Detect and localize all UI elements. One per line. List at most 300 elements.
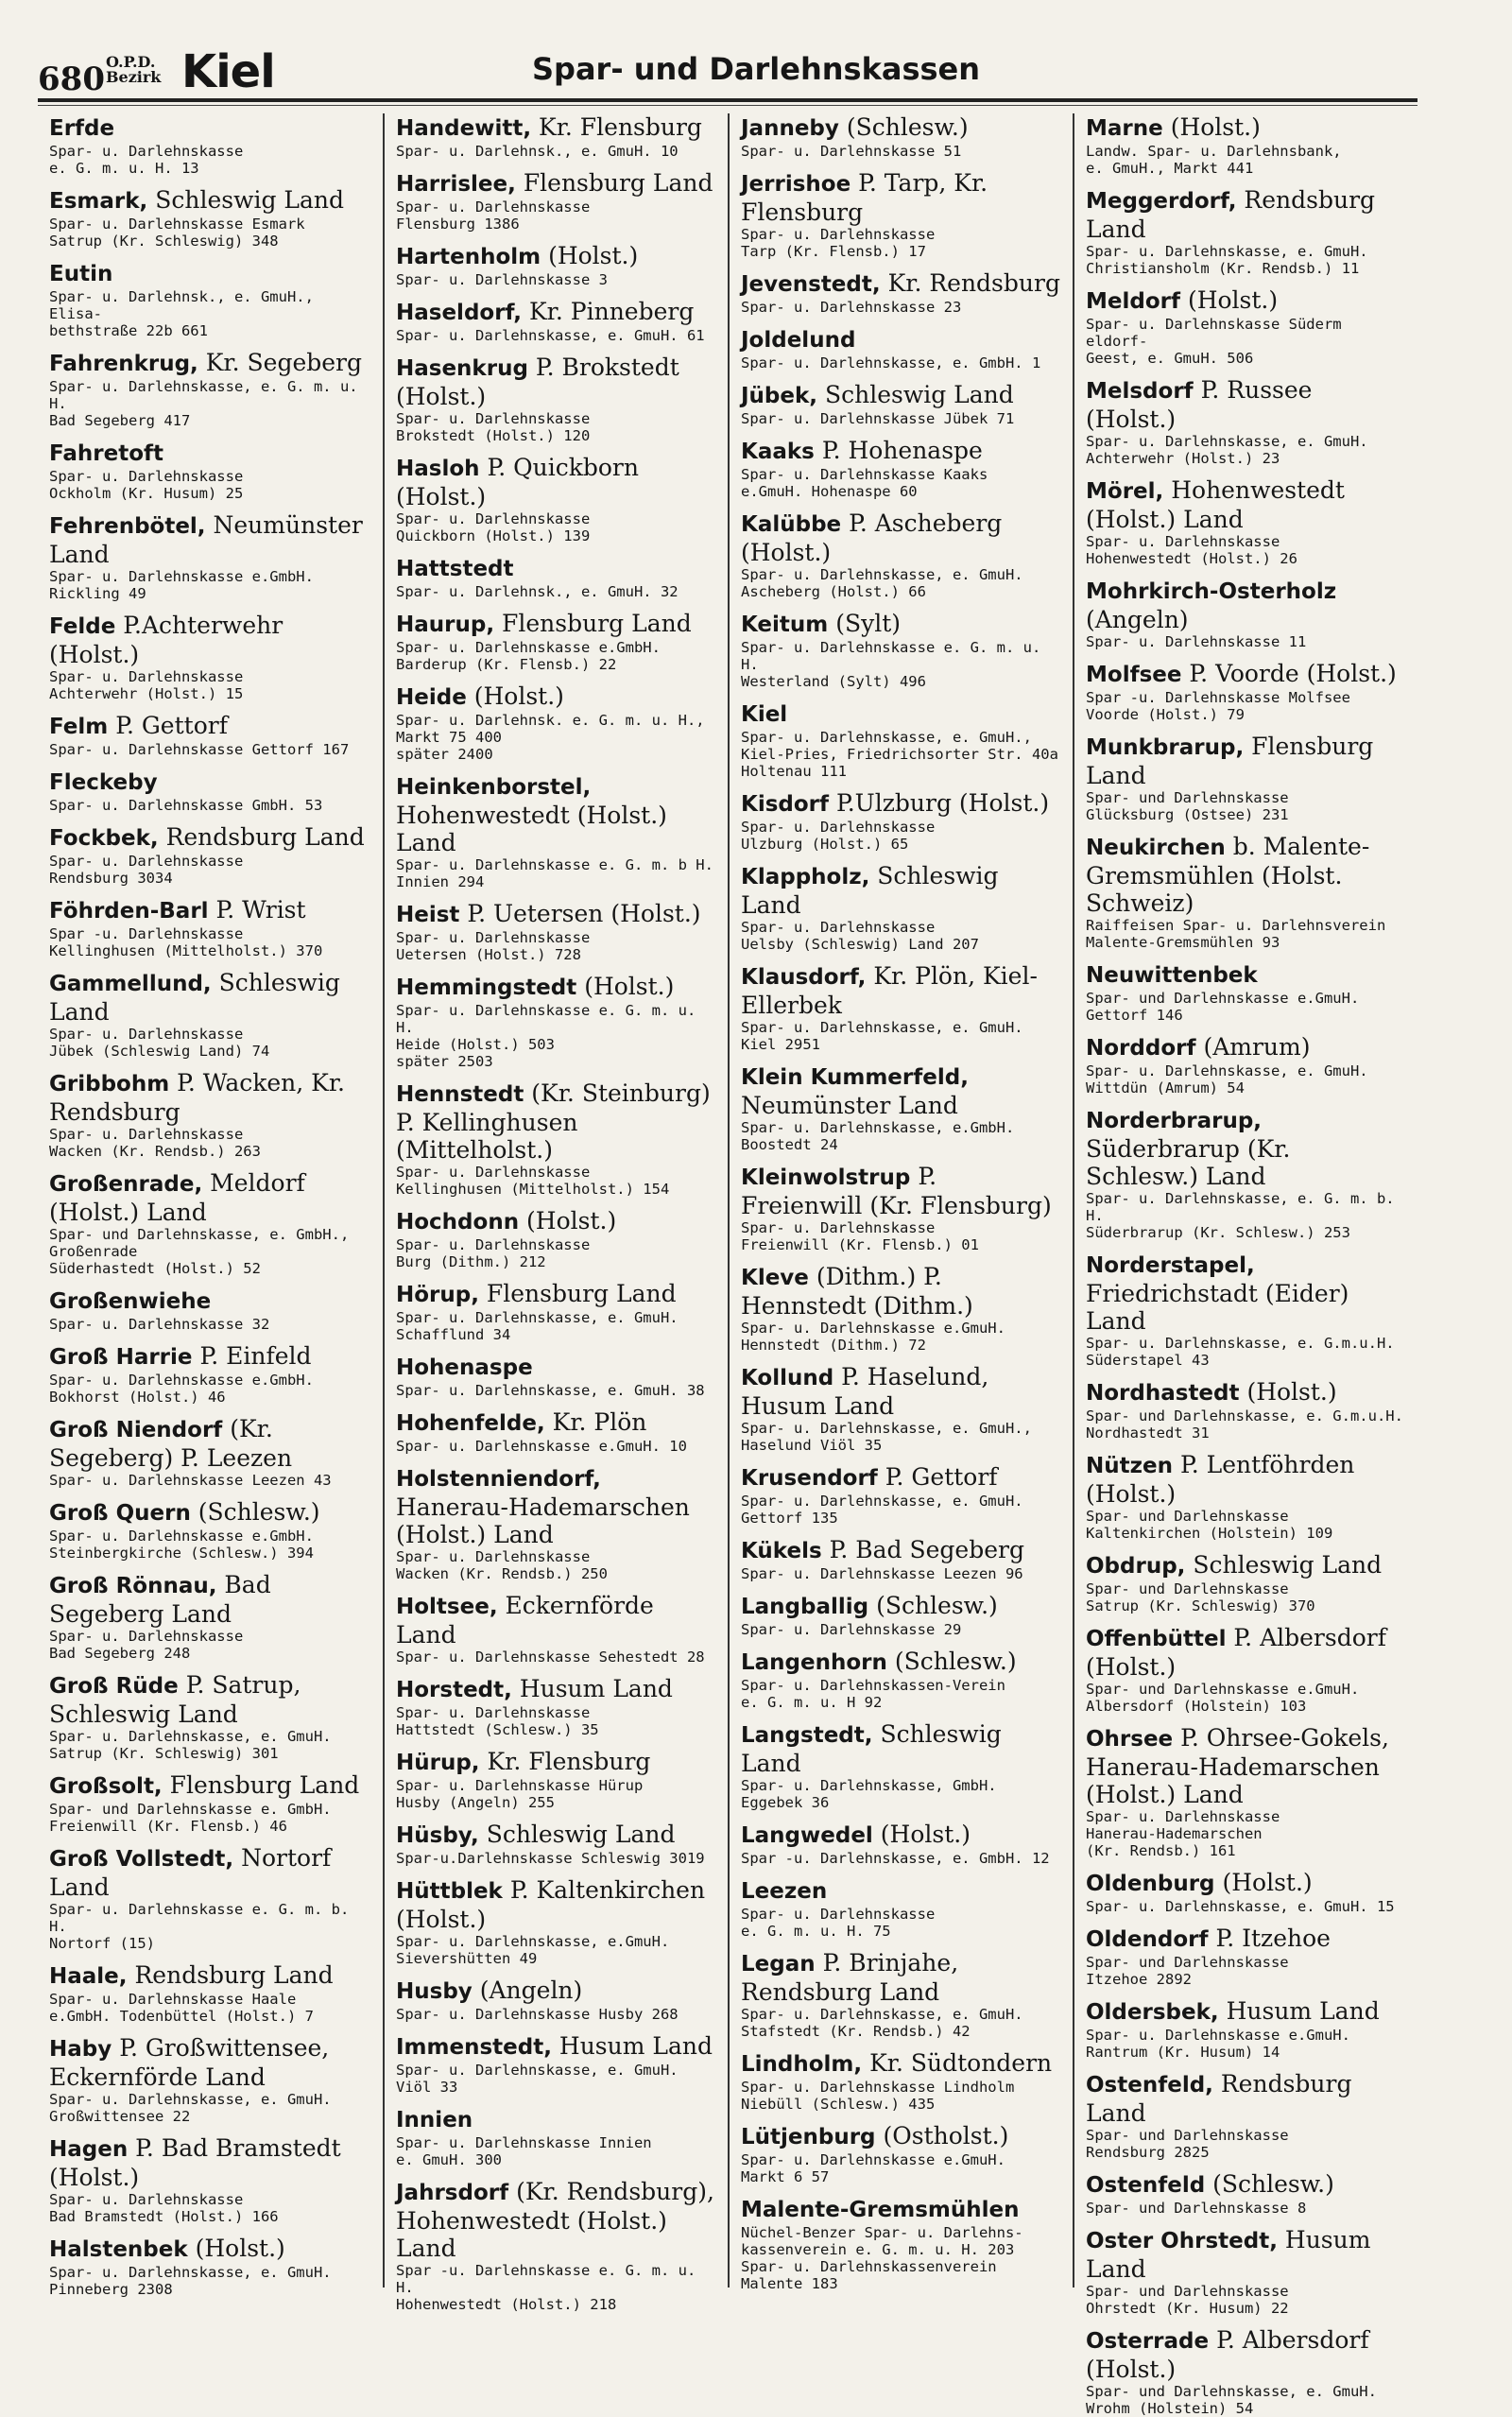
directory-entry — [741, 2049, 1061, 2113]
place-name: Groß Niendorf — [49, 1418, 223, 1442]
entry-detail-line: Spar- u. Darlehnskasse Jübek 71 — [741, 410, 1015, 427]
entry-detail-line: Spar- u. Darlehnskasse, e. G.m.u.H. — [1086, 1335, 1395, 1352]
entry-place — [396, 2105, 716, 2134]
place-name: Offenbüttel — [1086, 1627, 1227, 1651]
entry-detail-line: Christiansholm (Kr. Rendsb.) 11 — [1086, 260, 1360, 277]
entry-detail-line: Burg (Dithm.) 212 — [396, 1253, 546, 1270]
place-name: Fockbek, — [49, 826, 159, 851]
place-name: Holstenniendorf, — [396, 1467, 601, 1492]
place-suffix: Rendsburg Land — [134, 1961, 334, 1989]
entry-detail-line: Haselund Viöl 35 — [741, 1437, 883, 1454]
place-name: Hörup, — [396, 1283, 479, 1307]
entry-detail-line: Spar- u. Darlehnskasse e.GmbH. — [49, 568, 314, 585]
entry-detail-line: Kellinghusen (Mittelholst.) 154 — [396, 1181, 670, 1198]
entry-detail-line: Spar- u. Darlehnskasse — [741, 919, 936, 936]
place-name: Janneby — [741, 116, 839, 141]
entry-place — [396, 2032, 716, 2062]
place-suffix: Kr. Pinneberg — [529, 298, 695, 325]
place-suffix: P. Satrup, Schleswig Land — [49, 1671, 301, 1728]
entry-detail-line: Spar- u. Darlehnskasse, e. GmuH. — [741, 566, 1023, 583]
header-rule — [38, 98, 1418, 102]
entry-place — [49, 612, 371, 668]
entry-place — [1086, 960, 1406, 990]
entry-detail-line: Gettorf 146 — [1086, 1007, 1183, 1024]
column — [383, 113, 728, 2313]
entry-detail-line: Ohrstedt (Kr. Husum) 22 — [1086, 2300, 1289, 2317]
place-suffix: Schleswig Land — [824, 381, 1014, 408]
place-name: Haseldorf, — [396, 301, 523, 325]
entry-detail-line: Barderup (Kr. Flensb.) 22 — [396, 656, 617, 673]
directory-entry — [49, 612, 371, 702]
entry-detail-line: Spar- und Darlehnskasse — [1086, 1954, 1289, 1971]
entry-place — [1086, 1997, 1406, 2027]
entry-place — [1086, 733, 1406, 789]
entry-detail-line: Spar- u. Darlehnskasse Leezen 96 — [741, 1565, 1023, 1582]
entry-detail-line: Jübek (Schleswig Land) 74 — [49, 1043, 270, 1060]
directory-entry — [49, 1342, 371, 1406]
entry-place — [396, 1464, 716, 1548]
page-header — [38, 38, 1418, 104]
place-suffix: P. Wrist — [215, 896, 306, 924]
entry-place — [396, 554, 716, 583]
place-name: Marne — [1086, 116, 1163, 141]
entry-detail-line: Spar- u. Darlehnskasse — [49, 468, 244, 485]
entry-detail-line: Kiel 2951 — [741, 1036, 820, 1053]
place-name: Klein Kummerfeld, — [741, 1065, 969, 1090]
place-name: Jerrishoe — [741, 172, 851, 197]
place-name: Osterrade — [1086, 2329, 1210, 2354]
place-suffix: P. Ohrsee-Gokels, Hanerau-Hademarschen (Holst.) Land — [1086, 1724, 1389, 1808]
place-suffix: Flensburg Land — [486, 1280, 677, 1307]
directory-entry — [396, 1408, 716, 1455]
entry-detail-line: Westerland (Sylt) 496 — [741, 673, 926, 690]
directory-entry — [396, 1280, 716, 1343]
place-suffix: Friedrichstadt (Eider) Land — [1086, 1280, 1349, 1335]
entry-detail-line: Spar- u. Darlehnskasse, e. GmbH. 1 — [741, 354, 1041, 371]
directory-entry — [741, 1821, 1061, 1867]
place-suffix: (Holst.) — [526, 1207, 617, 1234]
place-name: Hasenkrug — [396, 356, 528, 381]
entry-detail-line: Spar- u. Darlehnskasse, e.GmuH. — [396, 1933, 670, 1950]
entry-place — [1086, 1624, 1406, 1681]
entry-place — [741, 962, 1061, 1019]
entry-detail-line: Spar- u. Darlehnskasse, e. GmuH. 61 — [396, 327, 705, 344]
district-label-line1: O.P.D. — [106, 53, 156, 71]
place-name: Meldorf — [1086, 289, 1180, 314]
entry-place — [49, 1415, 371, 1472]
directory-entry — [741, 1592, 1061, 1638]
place-name: Joldelund — [741, 328, 856, 353]
entry-detail-line: Spar- u. Darlehnskasse 3 — [396, 271, 608, 288]
place-name: Kisdorf — [741, 792, 830, 817]
entry-place — [741, 1592, 1061, 1621]
entry-detail-line: Spar- und Darlehnskasse, e. G.m.u.H. — [1086, 1407, 1403, 1424]
directory-entry — [396, 1748, 716, 1811]
entry-place — [396, 973, 716, 1002]
entry-place — [49, 439, 371, 468]
place-suffix: P. Kaltenkirchen (Holst.) — [396, 1876, 706, 1933]
place-name: Kleinwolstrup — [741, 1165, 911, 1190]
entry-detail-line: Heide (Holst.) 503 — [396, 1036, 555, 1053]
directory-entry — [1086, 1997, 1406, 2061]
place-suffix: P. Wacken, Kr. Rendsburg — [49, 1069, 345, 1126]
directory-entry — [396, 1592, 716, 1666]
place-name: Hohenfelde, — [396, 1411, 545, 1436]
entry-place — [49, 1844, 371, 1901]
entry-detail-line: Spar- u. Darlehnskasse, e. GmuH. — [396, 2062, 679, 2079]
directory-entry — [1086, 1106, 1406, 1241]
place-name: Föhrden-Barl — [49, 899, 209, 924]
entry-detail-line: Itzehoe 2892 — [1086, 1971, 1192, 1988]
entry-detail-line: Spar- u. Darlehnskasse e. G. m. b. H. — [49, 1901, 350, 1935]
place-name: Harrislee, — [396, 172, 516, 197]
directory-entry — [741, 169, 1061, 260]
place-suffix: (Holst.) — [584, 973, 675, 1000]
place-suffix: Rendsburg Land — [1086, 186, 1376, 243]
directory-entry — [741, 962, 1061, 1053]
entry-place — [741, 699, 1061, 729]
place-name: Fehrenbötel, — [49, 514, 206, 539]
entry-detail-line: Ockholm (Kr. Husum) 25 — [49, 485, 244, 502]
place-suffix: P. Gettorf — [885, 1463, 998, 1491]
directory-entry — [1086, 1624, 1406, 1715]
directory-entry — [49, 439, 371, 502]
entry-detail-line: Spar- u. Darlehnskasse Haale — [49, 1991, 297, 2008]
directory-entry — [49, 1069, 371, 1160]
directory-entry — [1086, 1925, 1406, 1988]
place-name: Halstenbek — [49, 2237, 188, 2262]
entry-place — [49, 1286, 371, 1316]
place-name: Lütjenburg — [741, 2125, 876, 2149]
place-name: Keitum — [741, 613, 829, 637]
place-suffix: Hohenwestedt (Holst.) Land — [1086, 476, 1345, 533]
directory-entry — [741, 699, 1061, 780]
place-name: Kaaks — [741, 440, 815, 464]
entry-detail-line: Spar- u. Darlehnskasse Gettorf 167 — [49, 741, 350, 758]
entry-detail-line: Pinneberg 2308 — [49, 2281, 173, 2298]
entry-detail-line: Spar- u. Darlehnskasse — [396, 1704, 591, 1721]
column — [38, 113, 383, 2298]
directory-entry — [396, 354, 716, 444]
entry-detail-line: Markt 6 57 — [741, 2168, 830, 2185]
entry-place — [49, 823, 371, 853]
entry-detail-line: Spar- u. Darlehnskasse, e. GmuH., — [741, 729, 1032, 746]
place-name: Oster Ohrstedt, — [1086, 2229, 1278, 2253]
entry-place — [741, 862, 1061, 919]
entry-detail-line: Spar- u. Darlehnskasse, e. GmuH. 38 — [396, 1382, 705, 1399]
place-name: Ohrsee — [1086, 1727, 1174, 1752]
entry-detail-line: Nordhastedt 31 — [1086, 1424, 1210, 1442]
entry-place — [49, 1961, 371, 1991]
place-suffix: P. Großwittensee, Eckernförde Land — [49, 2034, 330, 2091]
entry-detail-line: Uetersen (Holst.) 728 — [396, 946, 581, 963]
entry-detail-line: Spar- u. Darlehnskasse Sehestedt 28 — [396, 1649, 705, 1666]
entry-place — [396, 2178, 716, 2262]
entry-detail-line: Freienwill (Kr. Flensb.) 46 — [49, 1818, 287, 1835]
district-label — [106, 55, 161, 85]
directory-entry — [1086, 960, 1406, 1024]
entry-place — [741, 1263, 1061, 1320]
entry-detail-line: Rendsburg 3034 — [49, 870, 173, 887]
directory-entry — [49, 113, 371, 177]
entry-detail-line: Spar- u. Darlehnskasse, e. GmuH. — [49, 2091, 332, 2108]
entry-detail-line: Rendsburg 2825 — [1086, 2144, 1210, 2161]
place-suffix: P. Voorde (Holst.) — [1189, 660, 1397, 687]
entry-place — [741, 610, 1061, 639]
place-name: Innien — [396, 2108, 473, 2132]
place-suffix: b. Malente-Gremsmühlen (Holst. Schweiz) — [1086, 833, 1370, 917]
directory-entry — [396, 2105, 716, 2168]
entry-detail-line: Spar- u. Darlehnskasse — [1086, 1808, 1280, 1825]
entry-detail-line: Spar- u. Darlehnskasse — [396, 1164, 591, 1181]
entry-place — [1086, 1451, 1406, 1508]
directory-entry — [396, 2178, 716, 2313]
entry-detail-line: Spar- u. Darlehnskasse — [49, 1126, 244, 1143]
place-suffix: (Amrum) — [1203, 1033, 1311, 1061]
entry-place — [1086, 1551, 1406, 1580]
entry-place — [49, 1671, 371, 1728]
directory-entry — [49, 511, 371, 602]
directory-entry — [741, 1263, 1061, 1354]
entry-detail-line: kassenverein e. G. m. u. H. 203 — [741, 2241, 1015, 2258]
entry-detail-line: Süderstapel 43 — [1086, 1352, 1210, 1369]
entry-place — [49, 768, 371, 797]
entry-place — [49, 1069, 371, 1126]
entry-detail-line: Spar- u. Darlehnskasse e.GmbH. — [49, 1372, 314, 1389]
entry-place — [396, 1977, 716, 2006]
entry-place — [396, 772, 716, 856]
entry-detail-line: Raiffeisen Spar- u. Darlehnsverein — [1086, 917, 1386, 934]
directory-entry — [396, 772, 716, 890]
directory-entry — [49, 1415, 371, 1489]
place-name: Gammellund, — [49, 972, 212, 996]
directory-entry — [49, 896, 371, 959]
place-name: Eutin — [49, 262, 113, 286]
entry-place — [741, 325, 1061, 354]
place-suffix: Hanerau-Hademarschen (Holst.) Land — [396, 1493, 690, 1548]
entry-detail-line: Spar- u. Darlehnsk., e. GmuH., Elisa- — [49, 288, 314, 322]
entry-detail-line: Malente-Gremsmühlen 93 — [1086, 934, 1280, 951]
place-name: Malente-Gremsmühlen — [741, 2198, 1020, 2222]
entry-detail-line: Eggebek 36 — [741, 1794, 830, 1811]
entry-detail-line: Stafstedt (Kr. Rendsb.) 42 — [741, 2023, 971, 2040]
entry-detail-line: Hennstedt (Dithm.) 72 — [741, 1337, 926, 1354]
directory-entry — [741, 1163, 1061, 1253]
place-name: Neukirchen — [1086, 836, 1226, 860]
place-suffix: P. Gettorf — [115, 712, 228, 739]
place-suffix: (Angeln) — [1086, 606, 1189, 633]
place-name: Hüsby, — [396, 1823, 479, 1848]
entry-detail-line: Süderhastedt (Holst.) 52 — [49, 1260, 261, 1277]
place-name: Haurup, — [396, 613, 495, 637]
place-name: Norderbrarup, — [1086, 1109, 1263, 1133]
entry-detail-line: Spar- u. Darlehnskasse, GmbH. — [741, 1777, 997, 1794]
place-suffix: P.Ulzburg (Holst.) — [835, 789, 1050, 817]
entry-place — [396, 1280, 716, 1309]
place-name: Langwedel — [741, 1823, 873, 1848]
directory-entry — [49, 349, 371, 429]
directory-entry — [49, 2134, 371, 2225]
place-name: Mohrkirch-Osterholz — [1086, 579, 1337, 604]
entry-detail-line: Geest, e. GmuH. 506 — [1086, 350, 1254, 367]
place-name: Oldersbek, — [1086, 2000, 1219, 2025]
place-suffix: Husum Land — [1086, 2226, 1371, 2283]
place-suffix: Schleswig Land — [741, 862, 999, 919]
place-suffix: (Schlesw.) — [876, 1592, 998, 1619]
entry-detail-line: Spar- u. Darlehnskasse Hürup — [396, 1777, 644, 1794]
entry-detail-line: Spar- und Darlehnskasse — [1086, 2127, 1289, 2144]
entry-detail-line: Spar- u. Darlehnskasse e.GmbH. — [396, 639, 661, 656]
place-name: Klappholz, — [741, 865, 870, 889]
place-name: Erfde — [49, 116, 115, 141]
entry-detail-line: Uelsby (Schleswig) Land 207 — [741, 936, 979, 953]
directory-entry — [49, 969, 371, 1060]
directory-entry — [396, 554, 716, 600]
place-suffix: Kr. Rendsburg — [887, 269, 1060, 297]
district-city: Kiel — [181, 45, 275, 98]
entry-detail-line: Spar- u. Darlehnskasse e.GmuH. — [741, 1320, 1005, 1337]
entry-detail-line: Spar- u. Darlehnskasse — [49, 2191, 244, 2208]
place-name: Hagen — [49, 2137, 129, 2162]
entry-detail-line: Wrohm (Holstein) 54 — [1086, 2400, 1254, 2417]
entry-place — [49, 1571, 371, 1628]
directory-entry — [49, 2235, 371, 2298]
directory-entry — [741, 1363, 1061, 1454]
place-suffix: (Kr. Steinburg) P. Kellinghusen (Mittelholst.) — [396, 1079, 711, 1164]
entry-detail-line: Spar- u. Darlehnskasse — [49, 853, 244, 870]
entry-detail-line: Spar -u. Darlehnskasse e. G. m. u. H. — [396, 2262, 696, 2296]
place-name: Groß Harrie — [49, 1345, 193, 1370]
entry-place — [741, 1949, 1061, 2006]
entry-detail-line: Spar -u. Darlehnskasse Molfsee — [1086, 689, 1350, 706]
entry-detail-line: Spar- u. Darlehnskasse, e. GmuH. — [741, 1019, 1023, 1036]
entry-place — [396, 1079, 716, 1164]
place-suffix: (Schlesw.) — [894, 1648, 1017, 1675]
place-suffix: (Schlesw.) — [846, 113, 969, 141]
entry-detail-line: Holtenau 111 — [741, 763, 847, 780]
entry-detail-line: Landw. Spar- u. Darlehnsbank, — [1086, 143, 1342, 160]
directory-entry — [49, 823, 371, 887]
place-name: Fahrenkrug, — [49, 352, 198, 376]
entry-detail-line: Spar- u. Darlehnskasse — [396, 410, 591, 427]
entry-place — [49, 2134, 371, 2191]
place-suffix: (Schlesw.) — [198, 1498, 320, 1526]
directory-entry — [1086, 1869, 1406, 1915]
entry-detail-line: Spar- u. Darlehnskasse 51 — [741, 143, 962, 160]
entry-place — [396, 1353, 716, 1382]
place-name: Meggerdorf, — [1086, 189, 1237, 214]
entry-place — [741, 1163, 1061, 1219]
entry-place — [49, 186, 371, 216]
entry-detail-line: Spar- u. Darlehnskasse e.GmbH. — [49, 1528, 314, 1545]
entry-detail-line: Viöl 33 — [396, 2079, 458, 2096]
entry-place — [741, 789, 1061, 819]
place-suffix: Bad Segeberg Land — [49, 1571, 271, 1628]
entry-detail-line: Wacken (Kr. Rendsb.) 250 — [396, 1565, 608, 1582]
place-name: Jevenstedt, — [741, 272, 881, 297]
entry-place — [1086, 2326, 1406, 2383]
entry-detail-line: Spar- und Darlehnskasse, e. GmuH. — [1086, 2383, 1377, 2400]
entry-detail-line: Spar -u. Darlehnskasse, e. GmbH. 12 — [741, 1850, 1050, 1867]
entry-detail-line: Kellinghusen (Mittelholst.) 370 — [49, 942, 323, 959]
directory-entry — [741, 1949, 1061, 2040]
entry-detail-line: Kiel-Pries, Friedrichsorter Str. 40a — [741, 746, 1058, 763]
place-suffix: (Kr. Segeberg) P. Leezen — [49, 1415, 293, 1472]
entry-detail-line: Spar- u. Darlehnskasse, e. GmuH. — [1086, 243, 1368, 260]
entry-detail-line: Spar- u. Darlehnskasse, e.GmbH. — [741, 1119, 1015, 1136]
entry-detail-line: Sievershütten 49 — [396, 1950, 538, 1967]
entry-detail-line: Steinbergkirche (Schlesw.) 394 — [49, 1545, 314, 1562]
entry-place — [49, 113, 371, 143]
entry-detail-line: Spar- u. Darlehnskasse GmbH. 53 — [49, 797, 323, 814]
place-name: Oldenburg — [1086, 1872, 1215, 1896]
place-name: Hürup, — [396, 1751, 480, 1775]
entry-detail-line: Spar- u. Darlehnskasse, e. G. m. u. H. — [49, 378, 358, 412]
place-name: Ostenfeld, — [1086, 2073, 1213, 2098]
place-name: Holtsee, — [396, 1595, 498, 1619]
directory-entry — [396, 242, 716, 288]
entry-detail-line: Wittdün (Amrum) 54 — [1086, 1079, 1245, 1096]
directory-entry — [396, 1821, 716, 1867]
directory-entry — [741, 1536, 1061, 1582]
directory-entry — [396, 1207, 716, 1270]
directory-entry — [1086, 186, 1406, 277]
entry-detail-line: später 2503 — [396, 1053, 493, 1070]
entry-detail-line: Spar- u. Darlehnskasse — [741, 1219, 936, 1236]
entry-detail-line: Spar- u. Darlehnskasse e.GmuH. — [741, 2151, 1005, 2168]
entry-detail-line: Spar- u. Darlehnskasse 32 — [49, 1316, 270, 1333]
entry-detail-line: Rickling 49 — [49, 585, 146, 602]
place-suffix: Kr. Plön — [552, 1408, 647, 1436]
place-suffix: P. Einfeld — [199, 1342, 312, 1370]
entry-detail-line: Spar- u. Darlehnskasse Süderm eldorf- — [1086, 316, 1342, 350]
directory-entry — [1086, 1378, 1406, 1442]
entry-place — [741, 169, 1061, 226]
directory-entry — [396, 1675, 716, 1738]
entry-detail-line: Satrup (Kr. Schleswig) 348 — [49, 233, 279, 250]
entry-detail-line: Spar- und Darlehnskasse — [1086, 789, 1289, 806]
directory-entry — [49, 768, 371, 814]
place-suffix: Husum Land — [519, 1675, 673, 1702]
entry-place — [49, 712, 371, 741]
place-name: Felm — [49, 715, 109, 739]
entry-place — [741, 1720, 1061, 1777]
place-name: Groß Rönnau, — [49, 1574, 217, 1598]
directory-entry — [49, 259, 371, 339]
place-name: Esmark, — [49, 189, 148, 214]
directory-entry — [1086, 660, 1406, 723]
place-suffix: Hohenwestedt (Holst.) Land — [396, 802, 667, 856]
entry-detail-line: e. G. m. u. H. 13 — [49, 160, 199, 177]
place-name: Molfsee — [1086, 663, 1182, 687]
place-suffix: P. Haselund, Husum Land — [741, 1363, 989, 1420]
entry-detail-line: Spar- u. Darlehnskassenverein — [741, 2258, 997, 2275]
place-suffix: (Holst.) — [1222, 1869, 1313, 1896]
entry-place — [741, 1363, 1061, 1420]
section-title: Spar- und Darlehnskassen — [531, 51, 981, 87]
entry-detail-line: Spar- u. Darlehnskasse e.GmuH. 10 — [396, 1438, 687, 1455]
entry-place — [741, 1821, 1061, 1850]
entry-detail-line: Spar- und Darlehnskasse 8 — [1086, 2200, 1307, 2217]
place-name: Kiel — [741, 702, 788, 727]
directory-entry — [1086, 2070, 1406, 2161]
entry-detail-line: Spar- u. Darlehnsk., e. GmuH. 32 — [396, 583, 679, 600]
entry-detail-line: Satrup (Kr. Schleswig) 301 — [49, 1745, 279, 1762]
place-name: Hartenholm — [396, 245, 541, 269]
entry-place — [49, 896, 371, 925]
entry-detail-line: Glücksburg (Ostsee) 231 — [1086, 806, 1289, 823]
entry-detail-line: e.GmbH. Todenbüttel (Holst.) 7 — [49, 2008, 314, 2025]
